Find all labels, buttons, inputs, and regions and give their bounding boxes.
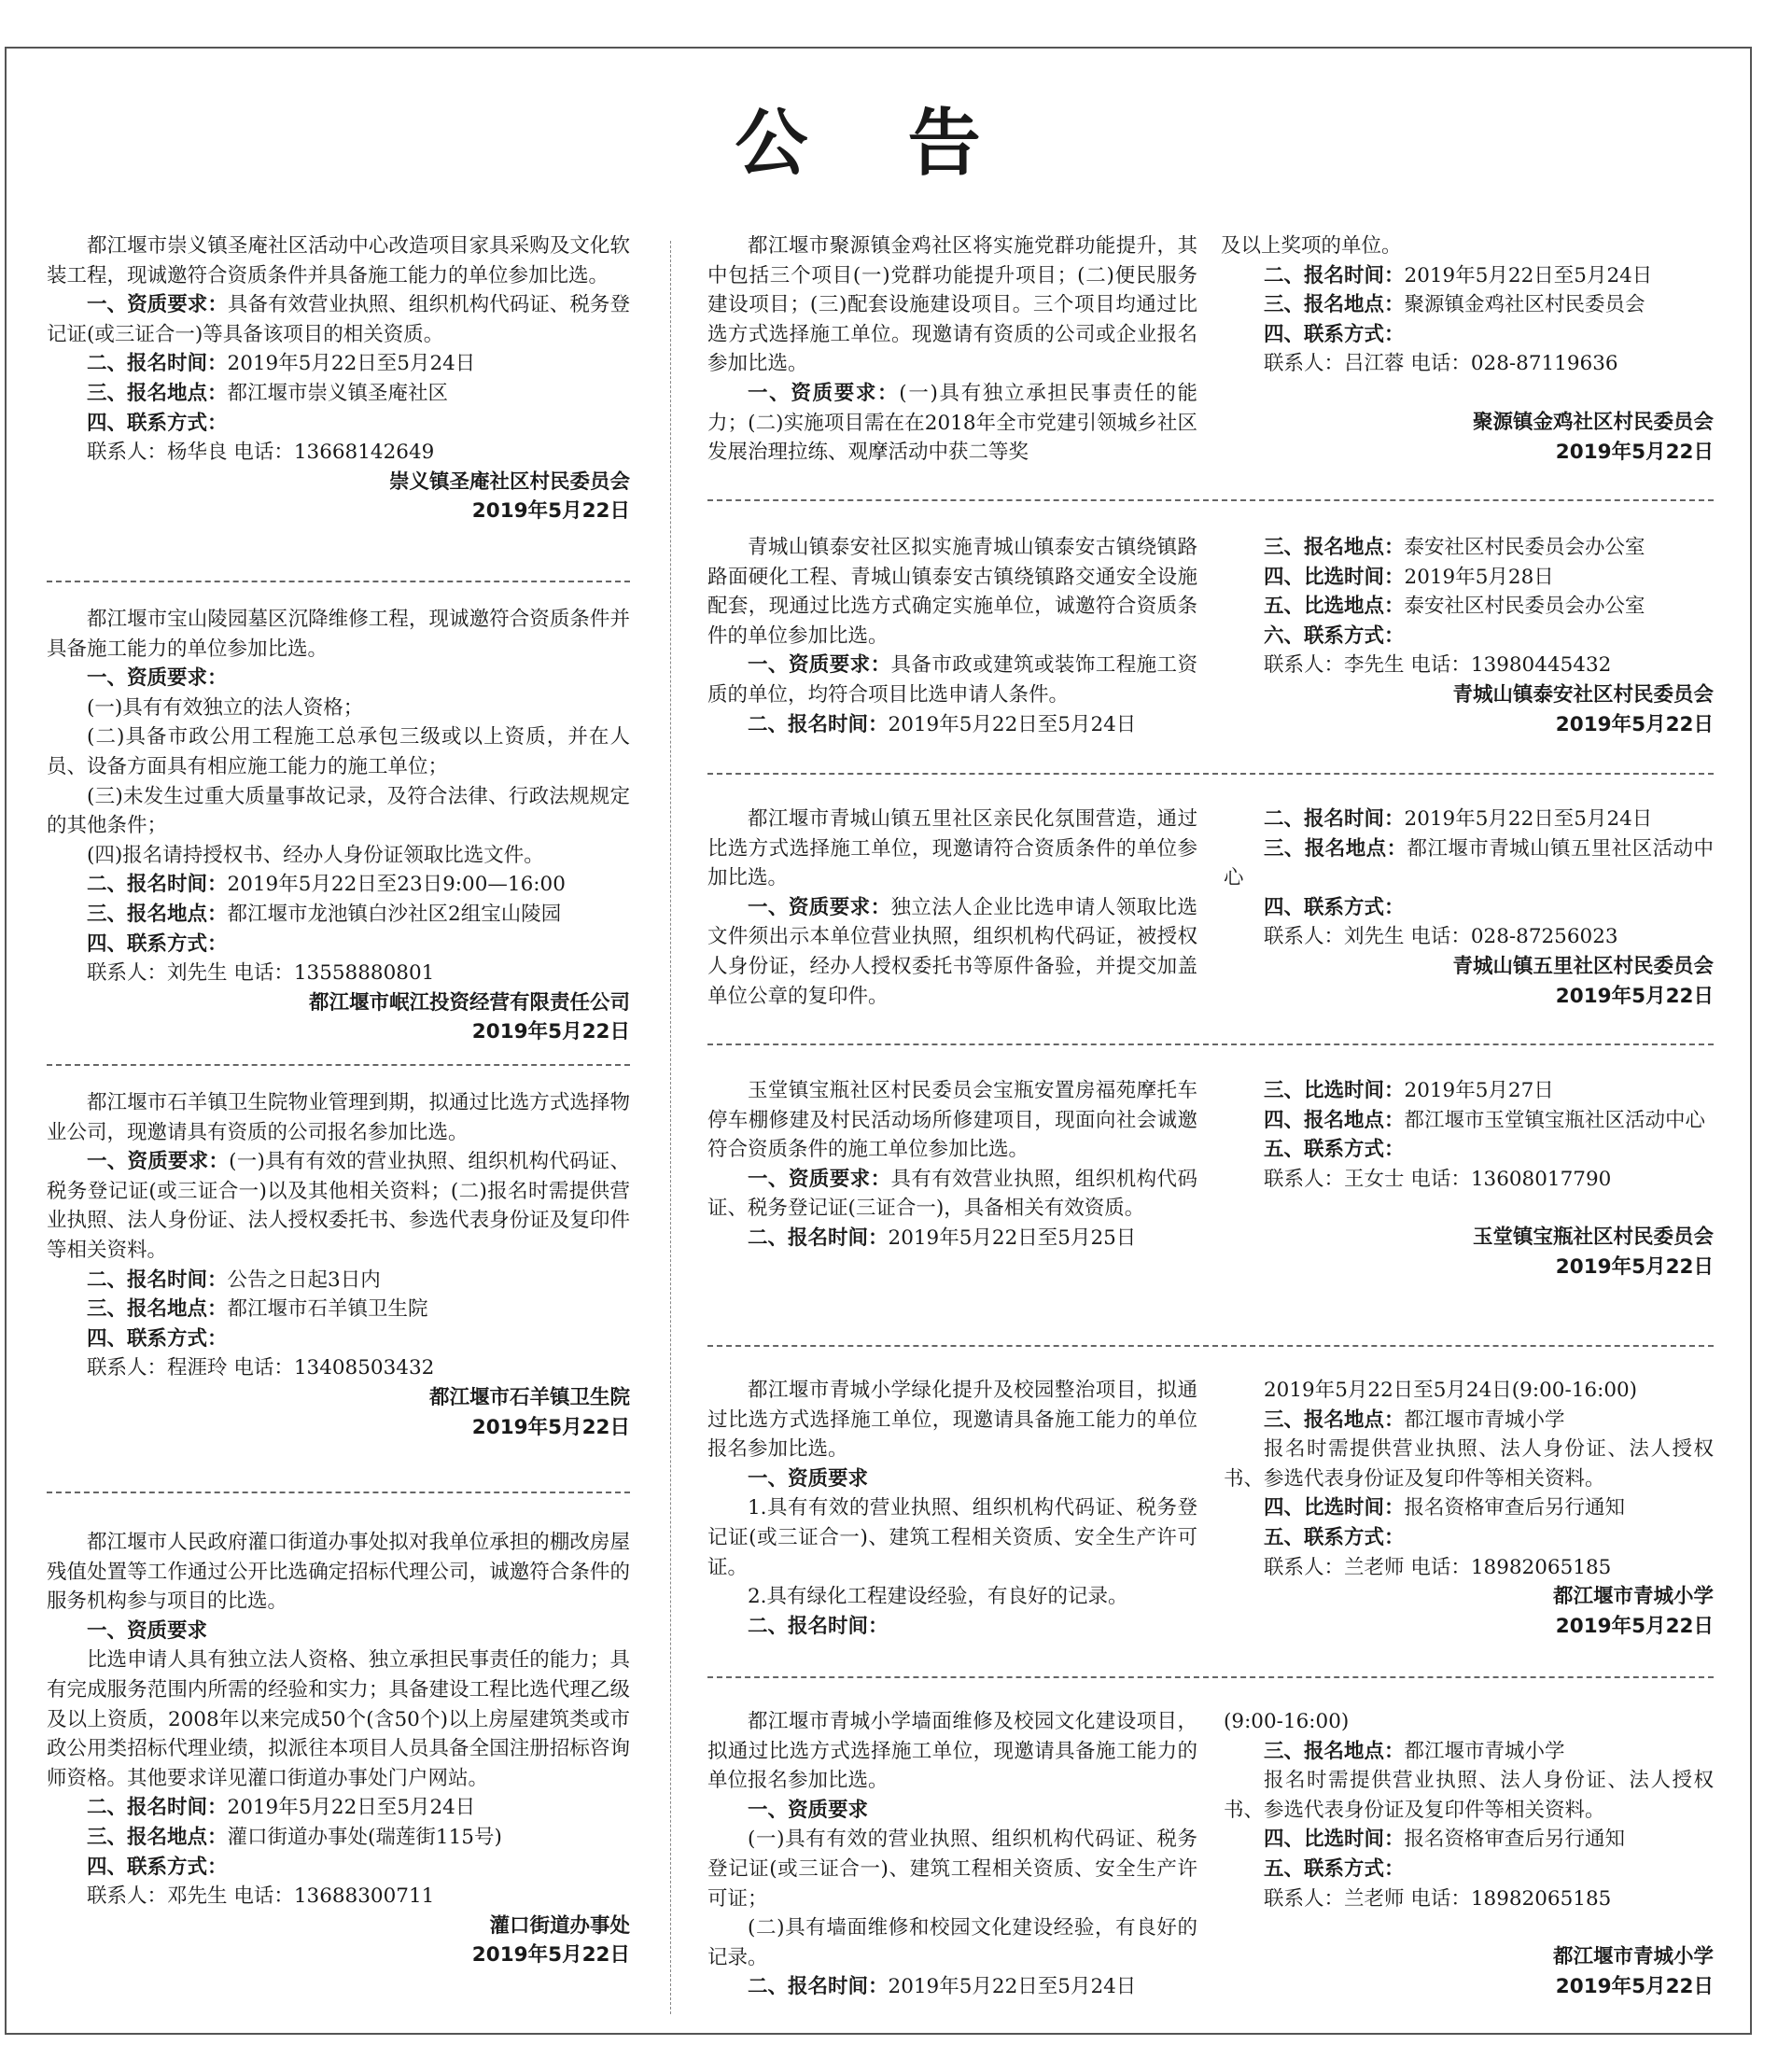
separator: [707, 773, 1714, 775]
notice-line: 一、资质要求：具备市政或建筑或装饰工程施工资质的单位，均符合项目比选申请人条件。: [707, 653, 1197, 707]
notice-jinji: [707, 231, 1714, 468]
notice-date: 2019年5月22日: [1555, 1254, 1714, 1279]
notice-date: 2019年5月22日: [471, 499, 630, 524]
notice-date: 2019年5月22日: [1555, 440, 1714, 464]
notice-org: 灌口街道办事处: [489, 1913, 630, 1938]
notice-left-part: [707, 533, 1197, 739]
notice-line: 联系人：兰老师 电话：18982065185: [1264, 1555, 1612, 1579]
notice-right-part: [1224, 533, 1714, 739]
notice-intro: 都江堰市青城小学绿化提升及校园整治项目，拟通过比选方式选择施工单位，现邀请具备施工能力的单位报名参加比选。: [707, 1379, 1197, 1462]
notice-line: 联系人：程涯玲 电话：13408503432: [87, 1356, 435, 1380]
notice-line: 联系人：杨华良 电话：13668142649: [87, 441, 435, 465]
notice-left-part: [707, 231, 1197, 468]
notice-line: 四、比选时间：报名资格审查后另行通知: [1264, 1828, 1626, 1852]
notice-org: 都江堰市青城小学: [1552, 1945, 1714, 1969]
notice-left-part: [707, 805, 1197, 1011]
separator: [707, 1676, 1714, 1678]
notice-line: 四、联系方式：: [87, 1326, 228, 1351]
separator: [47, 581, 630, 582]
notice-chongyi: [47, 231, 630, 526]
notice-line: 2019年5月22日至5月24日(9:00-16:00): [1264, 1379, 1638, 1402]
notice-line: 五、联系方式：: [1264, 1138, 1405, 1162]
notice-line: 一、资质要求：独立法人企业比选申请人领取比选文件须出示本单位营业执照，组织机构代码证，被授权人身份证，经办人授权委托书等原件备验，并提交加盖单位公章的复印件。: [707, 895, 1197, 1008]
notice-line: 一、资质要求：(一)具有有效的营业执照、组织机构代码证、税务登记证(或三证合一)以及其他相关资料；(二)报名时需提供营业执照、法人身份证、法人授权委托书、参选代表身份证及复印件等相关资料。: [47, 1150, 630, 1262]
notice-line: 联系人：刘先生 电话：13558880801: [87, 961, 435, 986]
notice-line: (一)具有有效的营业执照、组织机构代码证、税务登记证(或三证合一)、建筑工程相关资质、安全生产许可证；: [707, 1828, 1197, 1911]
notice-taian: [707, 533, 1714, 739]
notice-right-part: [1224, 1707, 1714, 2002]
notice-line: 二、报名时间：2019年5月22日至23日9:00—16:00: [87, 873, 566, 897]
notice-line: 三、报名地点：都江堰市崇义镇圣庵社区: [87, 381, 449, 405]
notice-org: 崇义镇圣庵社区村民委员会: [388, 469, 630, 494]
notice-line: 二、报名时间：2019年5月22日至5月24日: [748, 1975, 1137, 1999]
notice-intro: 都江堰市青城小学墙面维修及校园文化建设项目，拟通过比选方式选择施工单位，现邀请具备施工能力的单位报名参加比选。: [707, 1710, 1197, 1793]
notice-line: 1.具有有效的营业执照、组织机构代码证、税务登记证(或三证合一)、建筑工程相关资质、安全生产许可证。: [707, 1496, 1197, 1579]
notice-line: 四、联系方式：: [1264, 322, 1405, 346]
notice-line: 一、资质要求：(一)具有独立承担民事责任的能力；(二)实施项目需在在2018年全市党建引领城乡社区发展治理拉练、观摩活动中获二等奖: [707, 381, 1197, 465]
notice-baoshan: [47, 605, 630, 1047]
notice-intro: 都江堰市石羊镇卫生院物业管理到期，拟通过比选方式选择物业公司，现邀请具有资质的公司报名参加比选。: [47, 1091, 630, 1144]
notice-intro: 都江堰市聚源镇金鸡社区将实施党群功能提升，其中包括三个项目(一)党群功能提升项目；(二)便民服务建设项目；(三)配套设施建设项目。三个项目均通过比选方式选择施工单位。现邀请有资质的公司或企业报名参加比选。: [707, 234, 1197, 376]
notice-line: 四、比选时间：2019年5月28日: [1264, 565, 1554, 589]
notice-left-part: [707, 1076, 1197, 1282]
notice-line: 二、报名时间：公告之日起3日内: [87, 1268, 381, 1292]
notice-date: 2019年5月22日: [1555, 984, 1714, 1008]
notice-line: 五、联系方式：: [1264, 1856, 1405, 1881]
notice-line: (三)未发生过重大质量事故记录，及符合法律、行政法规规定的其他条件；: [47, 784, 630, 838]
separator: [707, 1044, 1714, 1045]
separator: [47, 1064, 630, 1066]
notice-date: 2019年5月22日: [471, 1943, 630, 1968]
notice-wuli: [707, 805, 1714, 1011]
notice-line: 联系人：王女士 电话：13608017790: [1264, 1167, 1612, 1191]
notice-intro: 都江堰市宝山陵园墓区沉降维修工程，现诚邀符合资质条件并具备施工能力的单位参加比选。: [47, 608, 630, 661]
notice-guankou: [47, 1528, 630, 1970]
notice-right-part: [1224, 1076, 1714, 1282]
notice-line: 二、报名时间：2019年5月22日至5月25日: [748, 1226, 1137, 1250]
notice-qingcheng-wall: [707, 1707, 1714, 2002]
notice-line: 二、报名时间：2019年5月22日至5月24日: [87, 352, 476, 376]
notice-date: 2019年5月22日: [1555, 712, 1714, 736]
notice-line: 三、报名地点：都江堰市青城山镇五里社区活动中心: [1224, 836, 1714, 890]
notice-right-part: [1221, 231, 1714, 468]
notice-intro: 都江堰市青城山镇五里社区亲民化氛围营造，通过比选方式选择施工单位，现邀请符合资质条件的单位参加比选。: [707, 807, 1197, 890]
notice-intro: 都江堰市人民政府灌口街道办事处拟对我单位承担的棚改房屋残值处置等工作通过公开比选确定招标代理公司，诚邀符合条件的服务机构参与项目的比选。: [47, 1531, 630, 1614]
notice-line: 四、联系方式：: [87, 411, 228, 435]
notice-line: 报名时需提供营业执照、法人身份证、法人授权书、参选代表身份证及复印件等相关资料。: [1224, 1437, 1714, 1491]
notice-line: 二、报名时间：: [748, 1614, 889, 1638]
notice-line: 四、报名地点：都江堰市玉堂镇宝瓶社区活动中心: [1264, 1108, 1706, 1132]
notice-qingcheng-green: [707, 1376, 1714, 1641]
notice-line: 一、资质要求：具有有效营业执照，组织机构代码证、税务登记证(三证合一)，具备相关有效资质。: [707, 1167, 1197, 1221]
notice-line: 一、资质要求：: [87, 666, 228, 691]
notice-intro: 都江堰市崇义镇圣庵社区活动中心改造项目家具采购及文化软装工程，现诚邀符合资质条件并具备施工能力的单位参加比选。: [47, 234, 630, 287]
notice-line: 一、资质要求: [748, 1466, 869, 1491]
separator: [707, 499, 1714, 501]
notice-line: (一)具有有效独立的法人资格；: [87, 695, 364, 720]
notice-org: 都江堰市石羊镇卫生院: [428, 1385, 630, 1409]
notice-org: 都江堰市岷江投资经营有限责任公司: [308, 990, 630, 1015]
notice-line: 二、报名时间：2019年5月22日至5月24日: [748, 712, 1137, 736]
notice-line: 四、联系方式：: [1264, 895, 1405, 919]
notice-line: 三、报名地点：都江堰市青城小学: [1264, 1739, 1565, 1763]
notice-line: 联系人：李先生 电话：13980445432: [1264, 653, 1612, 678]
notice-line: 联系人：刘先生 电话：028-87256023: [1264, 925, 1618, 949]
notice-line: 二、报名时间：2019年5月22日至5月24日: [1264, 263, 1653, 287]
notice-line: 三、报名地点：聚源镇金鸡社区村民委员会: [1264, 293, 1645, 317]
notice-org: 都江堰市青城小学: [1552, 1585, 1714, 1609]
notice-right-part: [1224, 1376, 1714, 1641]
notice-line: 比选申请人具有独立法人资格、独立承担民事责任的能力；具有完成服务范围内所需的经验和实力；具备建设工程比选代理乙级及以上资质，2008年以来完成50个(含50个)以上房屋建筑类或市政公用类招标代理业绩，拟派往本项目人员具备全国注册招标咨询师资格。其他要求详见灌口街道办事处门户网站。: [47, 1648, 630, 1790]
notice-line: 五、联系方式：: [1264, 1525, 1405, 1549]
notice-line: 联系人：兰老师 电话：18982065185: [1264, 1886, 1612, 1911]
notice-line: 三、报名地点：泰安社区村民委员会办公室: [1264, 536, 1645, 559]
notice-line: 一、资质要求: [87, 1618, 208, 1643]
notice-line: 一、资质要求：具备有效营业执照、组织机构代码证、税务登记证(或三证合一)等具备该项目的相关资质。: [47, 293, 630, 346]
notice-line: 三、比选时间：2019年5月27日: [1264, 1079, 1554, 1102]
notice-left-part: [707, 1376, 1197, 1641]
notice-line: (9:00-16:00): [1224, 1710, 1350, 1733]
column-divider: [670, 241, 671, 2014]
separator: [47, 1492, 630, 1493]
notice-line: 六、联系方式：: [1264, 623, 1405, 648]
notice-line: 及以上奖项的单位。: [1221, 234, 1402, 258]
notice-left-part: [707, 1707, 1197, 2002]
notice-org: 青城山镇泰安社区村民委员会: [1452, 682, 1714, 707]
notice-org: 玉堂镇宝瓶社区村民委员会: [1472, 1226, 1714, 1250]
notice-line: 2.具有绿化工程建设经验，有良好的记录。: [748, 1585, 1128, 1609]
notice-line: 三、报名地点：都江堰市青城小学: [1264, 1408, 1565, 1432]
notice-shiyang: [47, 1088, 630, 1442]
notice-line: 四、联系方式：: [87, 1855, 228, 1879]
notice-line: 一、资质要求: [748, 1798, 869, 1822]
notice-date: 2019年5月22日: [471, 1415, 630, 1439]
notice-line: 联系人：吕江蓉 电话：028-87119636: [1264, 352, 1618, 376]
page-title: 公 告: [735, 102, 1018, 186]
notice-line: 四、联系方式：: [87, 931, 228, 956]
notice-line: (二)具备市政公用工程施工总承包三级或以上资质，并在人员、设备方面具有相应施工能力的施工单位；: [47, 725, 630, 778]
separator: [707, 1345, 1714, 1347]
notice-org: 聚源镇金鸡社区村民委员会: [1472, 410, 1714, 434]
notice-org: 青城山镇五里社区村民委员会: [1452, 954, 1714, 978]
notice-line: 四、比选时间：报名资格审查后另行通知: [1264, 1496, 1626, 1520]
notice-right-part: [1224, 805, 1714, 1011]
notice-line: 联系人：邓先生 电话：13688300711: [87, 1884, 435, 1909]
notice-line: 三、报名地点：灌口街道办事处(瑞莲街115号): [87, 1825, 502, 1849]
notice-date: 2019年5月22日: [471, 1020, 630, 1044]
notice-line: 三、报名地点：都江堰市龙池镇白沙社区2组宝山陵园: [87, 902, 562, 926]
notice-date: 2019年5月22日: [1555, 1974, 1714, 1998]
notice-line: 二、报名时间：2019年5月22日至5月24日: [87, 1796, 476, 1820]
notice-line: (四)报名请持授权书、经办人身份证领取比选文件。: [87, 843, 544, 867]
notice-baoping: [707, 1076, 1714, 1282]
notice-intro: 青城山镇泰安社区拟实施青城山镇泰安古镇绕镇路路面硬化工程、青城山镇泰安古镇绕镇路交通安全设施配套，现通过比选方式确定实施单位，诚邀符合资质条件的单位参加比选。: [707, 536, 1197, 648]
notice-line: (二)具有墙面维修和校园文化建设经验，有良好的记录。: [707, 1916, 1197, 1969]
notice-line: 报名时需提供营业执照、法人身份证、法人授权书、参选代表身份证及复印件等相关资料。: [1224, 1769, 1714, 1822]
notice-date: 2019年5月22日: [1555, 1614, 1714, 1638]
notice-line: 二、报名时间：2019年5月22日至5月24日: [1264, 807, 1653, 831]
notice-intro: 玉堂镇宝瓶社区村民委员会宝瓶安置房福苑摩托车停车棚修建及村民活动场所修建项目，现面向社会诚邀符合资质条件的施工单位参加比选。: [707, 1079, 1197, 1162]
notice-line: 五、比选地点：泰安社区村民委员会办公室: [1264, 595, 1645, 619]
notice-line: 三、报名地点：都江堰市石羊镇卫生院: [87, 1297, 428, 1322]
